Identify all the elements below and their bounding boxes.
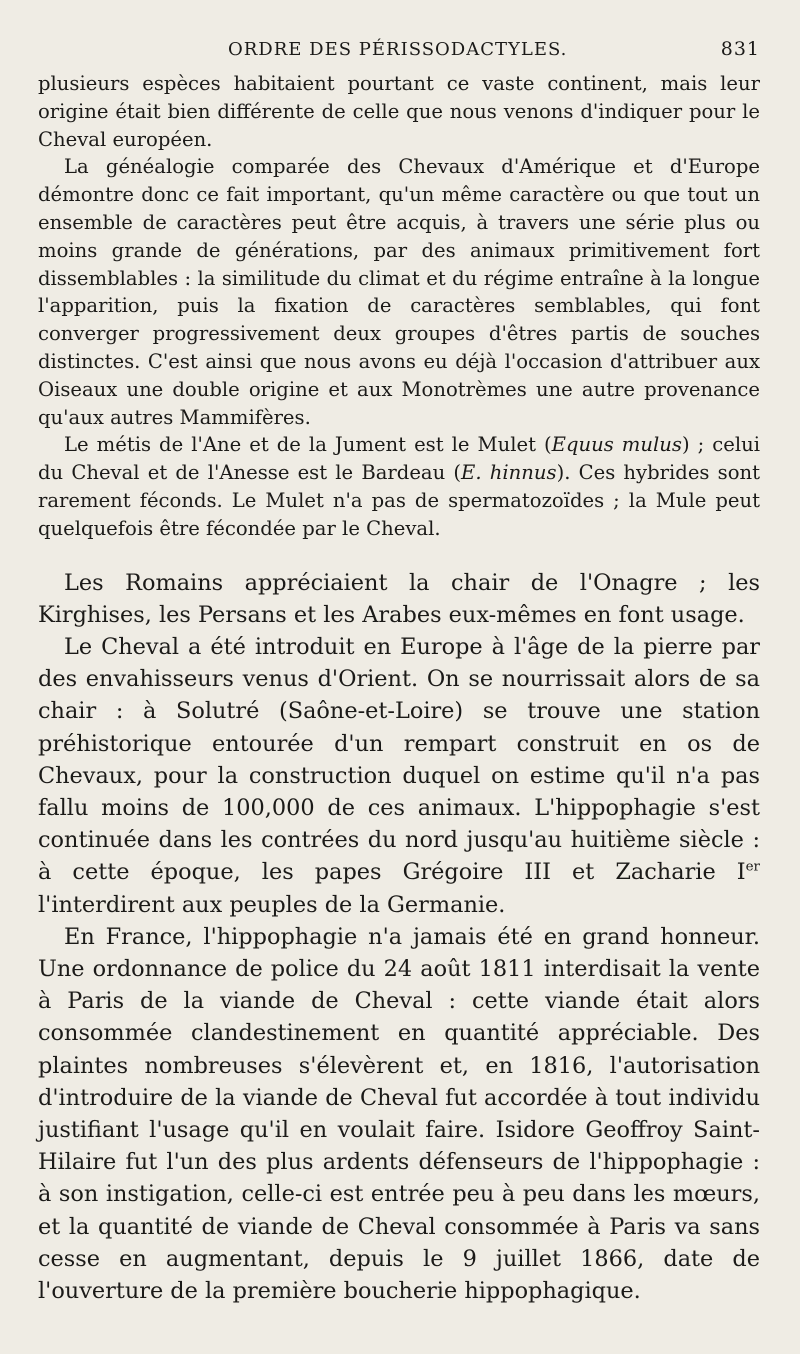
species-name-mulus: Equus mulus	[551, 433, 682, 457]
page-number: 831	[720, 38, 760, 60]
paragraph-hybrids: Le métis de l'Ane et de la Jument est le Mulet (Equus mulus) ; celui du Cheval et de l'Anesse est le Bardeau (E. hinnus). Ces hybrides sont rarement féconds. Le Mulet n'a pas de spermatozoïdes ; la Mule peut quelquefois être fécondée par le Cheval.	[38, 433, 761, 540]
paragraph-continuation: plusieurs espèces habitaient pourtant ce vaste continent, mais leur origine était bien différente de celle que nous venons d'indiquer pour le Cheval européen.	[38, 72, 760, 151]
paragraph-europe-introduction: Le Cheval a été introduit en Europe à l'âge de la pierre par des envahisseurs venus d'Orient. On se nourrissait alors de sa chair : à Solutré (Saône-et-Loire) se trouve une station préhistorique entourée d'un rempart construit en os de Chevaux, pour la construction duquel on estime qu'il n'a pas fallu moins de 100,000 de ces animaux. L'hippophagie s'est continuée dans les contrées du nord jusqu'au huitième siècle : à cette époque, les papes Grégoire III et Zacharie Ier l'interdirent aux peuples de la Germanie.	[38, 633, 760, 918]
superscript-er: er	[745, 859, 760, 875]
small-print-section	[38, 70, 760, 543]
paragraph-onager: Les Romains appréciaient la chair de l'Onagre ; les Kirghises, les Persans et les Arabes eux-mêmes en font usage.	[38, 569, 760, 628]
running-title: ORDRE DES PÉRISSODACTYLES.	[228, 39, 568, 60]
paragraph-france: En France, l'hippophagie n'a jamais été en grand honneur. Une ordonnance de police du 24 août 1811 interdisait la vente à Paris de la viande de Cheval : cette viande était alors consommée clandestinement en quantité appréciable. Des plaintes nombreuses s'élevèrent et, en 1816, l'autorisation d'introduire de la viande de Cheval fut accordée à tout individu justifiant l'usage qu'il en voulait faire. Isidore Geoffroy Saint-Hilaire fut l'un des plus ardents défenseurs de l'hippophagie : à son instigation, celle-ci est entrée peu à peu dans les mœurs, et la quantité de viande de Cheval consommée à Paris va sans cesse en augmentant, depuis le 9 juillet 1866, date de l'ouverture de la première boucherie hippophagique.	[38, 923, 760, 1305]
main-text-section	[38, 567, 760, 1308]
paragraph-genealogy: La généalogie comparée des Chevaux d'Amérique et d'Europe démontre donc ce fait important, qu'un même caractère ou que tout un ensemble de caractères peut être acquis, à travers une série plus ou moins grande de générations, par des animaux primitivement fort dissemblables : la similitude du climat et du régime entraîne à la longue l'apparition, puis la fixation de caractères semblables, qui font converger progressivement deux groupes d'êtres partis de souches distinctes. C'est ainsi que nous avons eu déjà l'occasion d'attribuer aux Oiseaux une double origine et aux Monotrèmes une autre provenance qu'aux autres Mammifères.	[38, 155, 760, 429]
page-header	[38, 38, 760, 60]
species-name-hinnus: E. hinnus	[461, 461, 557, 485]
